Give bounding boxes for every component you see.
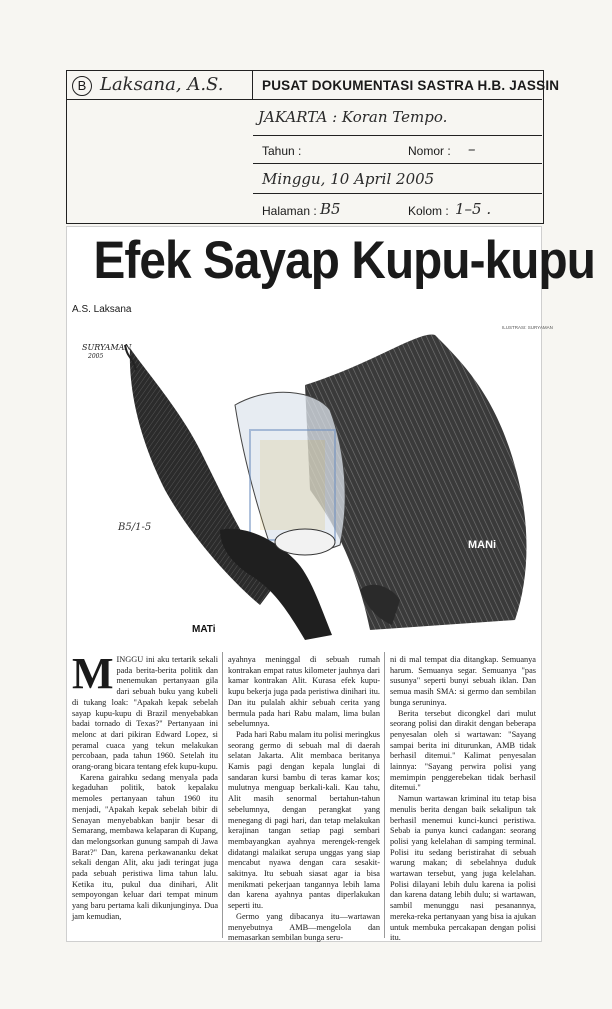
artist-signature: SURYAMAN bbox=[82, 343, 132, 352]
institution-title: PUSAT DOKUMENTASI SASTRA H.B. JASSIN bbox=[262, 78, 560, 93]
column-divider-2 bbox=[384, 652, 385, 938]
label-mani: MANi bbox=[468, 539, 497, 551]
article-headline: Efek Sayap Kupu-kupu bbox=[93, 231, 595, 290]
illustration-credit: ILUSTRASI: SURYAMAN bbox=[502, 325, 553, 330]
label-mati: MATi bbox=[192, 624, 216, 635]
article-byline: A.S. Laksana bbox=[72, 304, 132, 315]
tahun-label: Tahun : bbox=[262, 144, 302, 158]
col3-para-2: Berita tersebut dicongkel dari mulut seorang polisi dan dirakit dengan beberapa penyesalan oleh si wartawan: "Sayang sampai berita ini diturunkan, AMB tidak berhasil ditemui." Kalimat penyesalan lainnya: "Sayang perwira polisi yang memimpin penggerebekan tidak berhasil ditemui." bbox=[390, 708, 536, 793]
illustration bbox=[70, 330, 540, 648]
artist-year: 2005 bbox=[88, 353, 104, 360]
col2-para-1: ayahnya meninggal di sebuah rumah kontrakan empat ratus kilometer jauhnya dari kamar kontrakan Alit. Kurasa efek kupu-kupu bekerja juga pada peristiwa dinihari itu. Dan itu pulalah akhir sebuah cerita yang bermula pada hari Rabu malam, lima bulan sebelumnya. bbox=[228, 655, 380, 729]
halaman-value: B5 bbox=[320, 200, 341, 218]
article-column-3 bbox=[390, 655, 536, 944]
nomor-label: Nomor : bbox=[408, 144, 451, 158]
article-column-1 bbox=[72, 649, 218, 923]
col1-para-2: Karena gairahku sedang menyala pada kegaduhan politik, batok kepalaku memoles pertanyaan tahun 1960 itu menjadi, "Apakah kepak sebelah bibir di Senayan menyebabkan banjir besar di Semarang, membawa kelaparan di Kupang, dan melongsorkan gunung sampah di Jawa Barat?" Dan, karena perkawananku dekat sekali dengan Alit, aku jadi teringat juga pada sebuah peristiwa lima tahun lalu. Ketika itu, pukul dua dinihari, Alit sempoyongan keluar dari tempat minum yang baru pertama kali dikunjunginya. Dua jam kemudian, bbox=[72, 772, 218, 921]
kolom-label: Kolom : bbox=[408, 204, 449, 218]
article-column-2 bbox=[228, 655, 380, 944]
col3-para-1: ni di mal tempat dia ditangkap. Semuanya harum. Semuanya segar. Semuanya "pas susunya" seperti bunyi sebuah iklan. Dan semua masih SMA: si germo dan sembilan bunga seruninya. bbox=[390, 655, 536, 707]
drop-cap: M bbox=[72, 649, 114, 698]
col3-para-3: Namun wartawan kriminal itu tetap bisa menulis berita dengan baik sekalipun tak berhasil menemui kunci-kunci peristiwa. Sebab ia punya kunci cadangan: seorang polisi yang kelelahan di samping terminal. Polisi itu sedang beristirahat di sebuah warung makan; di sebelahnya duduk wartawan tersebut, yang juga kelelahan. Polisi dilayani lebih dulu karena ia polisi dan karena datang lebih dulu; si wartawan, sambil menunggu nasi pesanannya, mereka-reka pertanyaan yang bisa ia ajukan untuk membuka percakapan dengan polisi itu. bbox=[390, 794, 536, 943]
handwritten-note: B5/1-5 bbox=[118, 522, 152, 533]
col2-para-2: Pada hari Rabu malam itu polisi meringkus seorang germo di sebuah mal di daerah selatan Jakarta. Alit membaca beritanya Kamis pagi dengan kepala lunglai di sandaran kursi bambu di teras kamar kos; mulutnya menguap berkali-kali. Kau tahu, Alit masih senormal bertahun-tahun sebelumnya, dengan perangkat yang menegang di pagi hari, dan tetap melakukan kerajinan tangan setiap pagi sembari membayangkan ayahnya merengek-rengek didatangi malaikat serupa unggas yang siap mencabut nyawa dengan cara sesakit-sakitnya. Itu sebuah siasat agar ia bisa menikmati pekerjaan tangannya lebih lama dan karena ayahnya pantas diperlakukan seperti itu. bbox=[228, 729, 380, 911]
author-index-circle: B bbox=[72, 76, 92, 96]
author-handwritten: Laksana, A.S. bbox=[100, 74, 224, 95]
source-handwritten: JAKARTA : Koran Tempo. bbox=[258, 108, 448, 126]
date-handwritten: Minggu, 10 April 2005 bbox=[262, 170, 435, 188]
column-divider-1 bbox=[222, 652, 223, 938]
nomor-value: – bbox=[468, 140, 476, 158]
kolom-value: 1–5 . bbox=[455, 200, 492, 218]
halaman-label: Halaman : bbox=[262, 204, 317, 218]
face-shape bbox=[275, 529, 335, 555]
col2-para-3: Germo yang dibacanya itu—wartawan menyebutnya AMB—mengelola dan memasarkan sembilan bunga seru- bbox=[228, 911, 380, 943]
col1-para-1: INGGU ini aku tertarik sekali pada berita-berita politik dan menemukan pertanyaan gila dari sebuah buku yang kubeli di tukang loak: "Apakah kepak sebelah sayap kupu-kupu di Brazil menyebabkan badai tornado di Texas?" Pertanyaan ini melonc at dari pikiran Edward Lopez, si peramal cuaca yang tekun melakukan percobaan, pada tahun 1960. Setelah itu orang-orang bicara tentang efek kupu-kupu. bbox=[72, 655, 218, 772]
